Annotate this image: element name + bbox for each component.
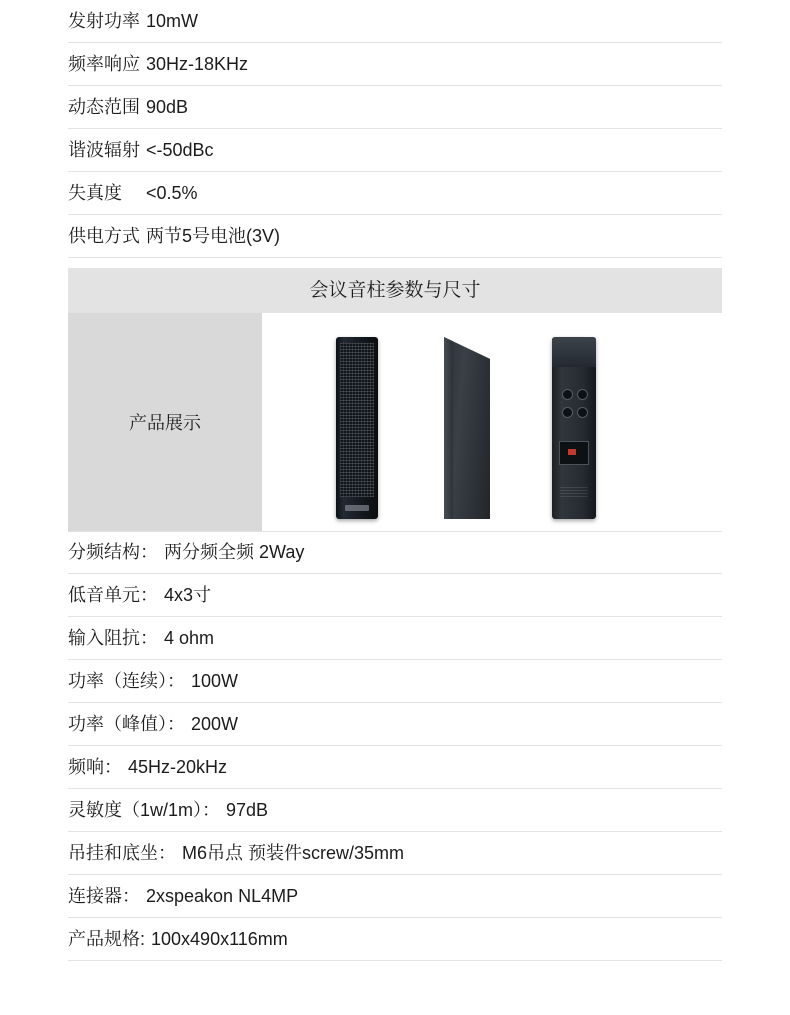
spec-value: 30Hz-18KHz	[146, 54, 249, 74]
spec-label: 频率响应	[68, 54, 140, 74]
spec-value: 45Hz-20kHz	[128, 757, 228, 777]
section-title-band: 会议音柱参数与尺寸	[68, 268, 722, 313]
speakon-connector-icon	[562, 407, 573, 418]
spec-label: 灵敏度（1w/1m）：	[68, 800, 221, 820]
spec-row	[68, 875, 722, 918]
showcase-images	[262, 313, 722, 531]
spec-row	[68, 86, 722, 129]
rear-vent-slot	[560, 487, 588, 497]
column-speaker-spec-list	[68, 531, 722, 961]
speakon-connector-icon	[577, 407, 588, 418]
spec-value: <-50dBc	[146, 140, 214, 160]
spec-value: 100x490x116mm	[151, 929, 288, 949]
spec-value: 两分频全频 2Way	[164, 542, 305, 562]
spec-row	[68, 746, 722, 789]
spec-value: <0.5%	[128, 183, 198, 203]
spec-value: 10mW	[146, 11, 199, 31]
spec-row	[68, 0, 722, 43]
spec-label: 输入阻抗：	[68, 628, 158, 648]
spec-row	[68, 660, 722, 703]
speaker-rear-view-image	[552, 337, 596, 519]
brand-logo	[345, 505, 369, 511]
microphone-spec-list	[68, 0, 722, 258]
spec-label: 分频结构：	[68, 542, 158, 562]
speakon-connector-icon	[577, 389, 588, 400]
spec-label: 失真度	[68, 183, 122, 203]
spec-label: 功率（峰值）：	[68, 714, 185, 734]
spec-label: 频响：	[68, 757, 122, 777]
spec-value: 90dB	[146, 97, 189, 117]
spec-label: 连接器：	[68, 886, 140, 906]
spec-label: 发射功率	[68, 11, 140, 31]
spec-value: 97dB	[226, 800, 269, 820]
spec-value: 4 ohm	[164, 628, 215, 648]
spec-value: 两节5号电池(3V)	[146, 226, 281, 246]
spec-row	[68, 789, 722, 832]
spec-label: 动态范围	[68, 97, 140, 117]
spec-label: 谐波辐射	[68, 140, 140, 160]
spec-label: 供电方式	[68, 226, 140, 246]
speaker-front-view-image	[336, 337, 378, 519]
spec-label: 低音单元：	[68, 585, 158, 605]
showcase-label: 产品展示	[68, 313, 262, 531]
spec-value: 2xspeakon NL4MP	[146, 886, 299, 906]
speakon-connector-icon	[562, 389, 573, 400]
spec-value: 4x3寸	[164, 585, 212, 605]
product-showcase	[68, 313, 722, 532]
spec-value: M6吊点 预装件screw/35mm	[182, 843, 405, 863]
spec-row	[68, 918, 722, 961]
spec-row	[68, 129, 722, 172]
speaker-side-view-image	[444, 337, 490, 519]
spec-row	[68, 215, 722, 258]
power-led-icon	[568, 449, 576, 455]
spec-label: 吊挂和底坐：	[68, 843, 176, 863]
spec-row	[68, 172, 722, 215]
spec-row	[68, 832, 722, 875]
spec-row	[68, 703, 722, 746]
spec-row	[68, 574, 722, 617]
spec-row	[68, 43, 722, 86]
spec-value: 100W	[191, 671, 239, 691]
speaker-side-edge	[444, 337, 453, 519]
spec-label: 功率（连续）：	[68, 671, 185, 691]
spec-value: 200W	[191, 714, 239, 734]
spec-row	[68, 531, 722, 574]
speaker-top-cap	[552, 337, 596, 367]
spec-row	[68, 617, 722, 660]
speaker-grille	[340, 343, 374, 497]
spec-label: 产品规格:	[68, 929, 146, 949]
